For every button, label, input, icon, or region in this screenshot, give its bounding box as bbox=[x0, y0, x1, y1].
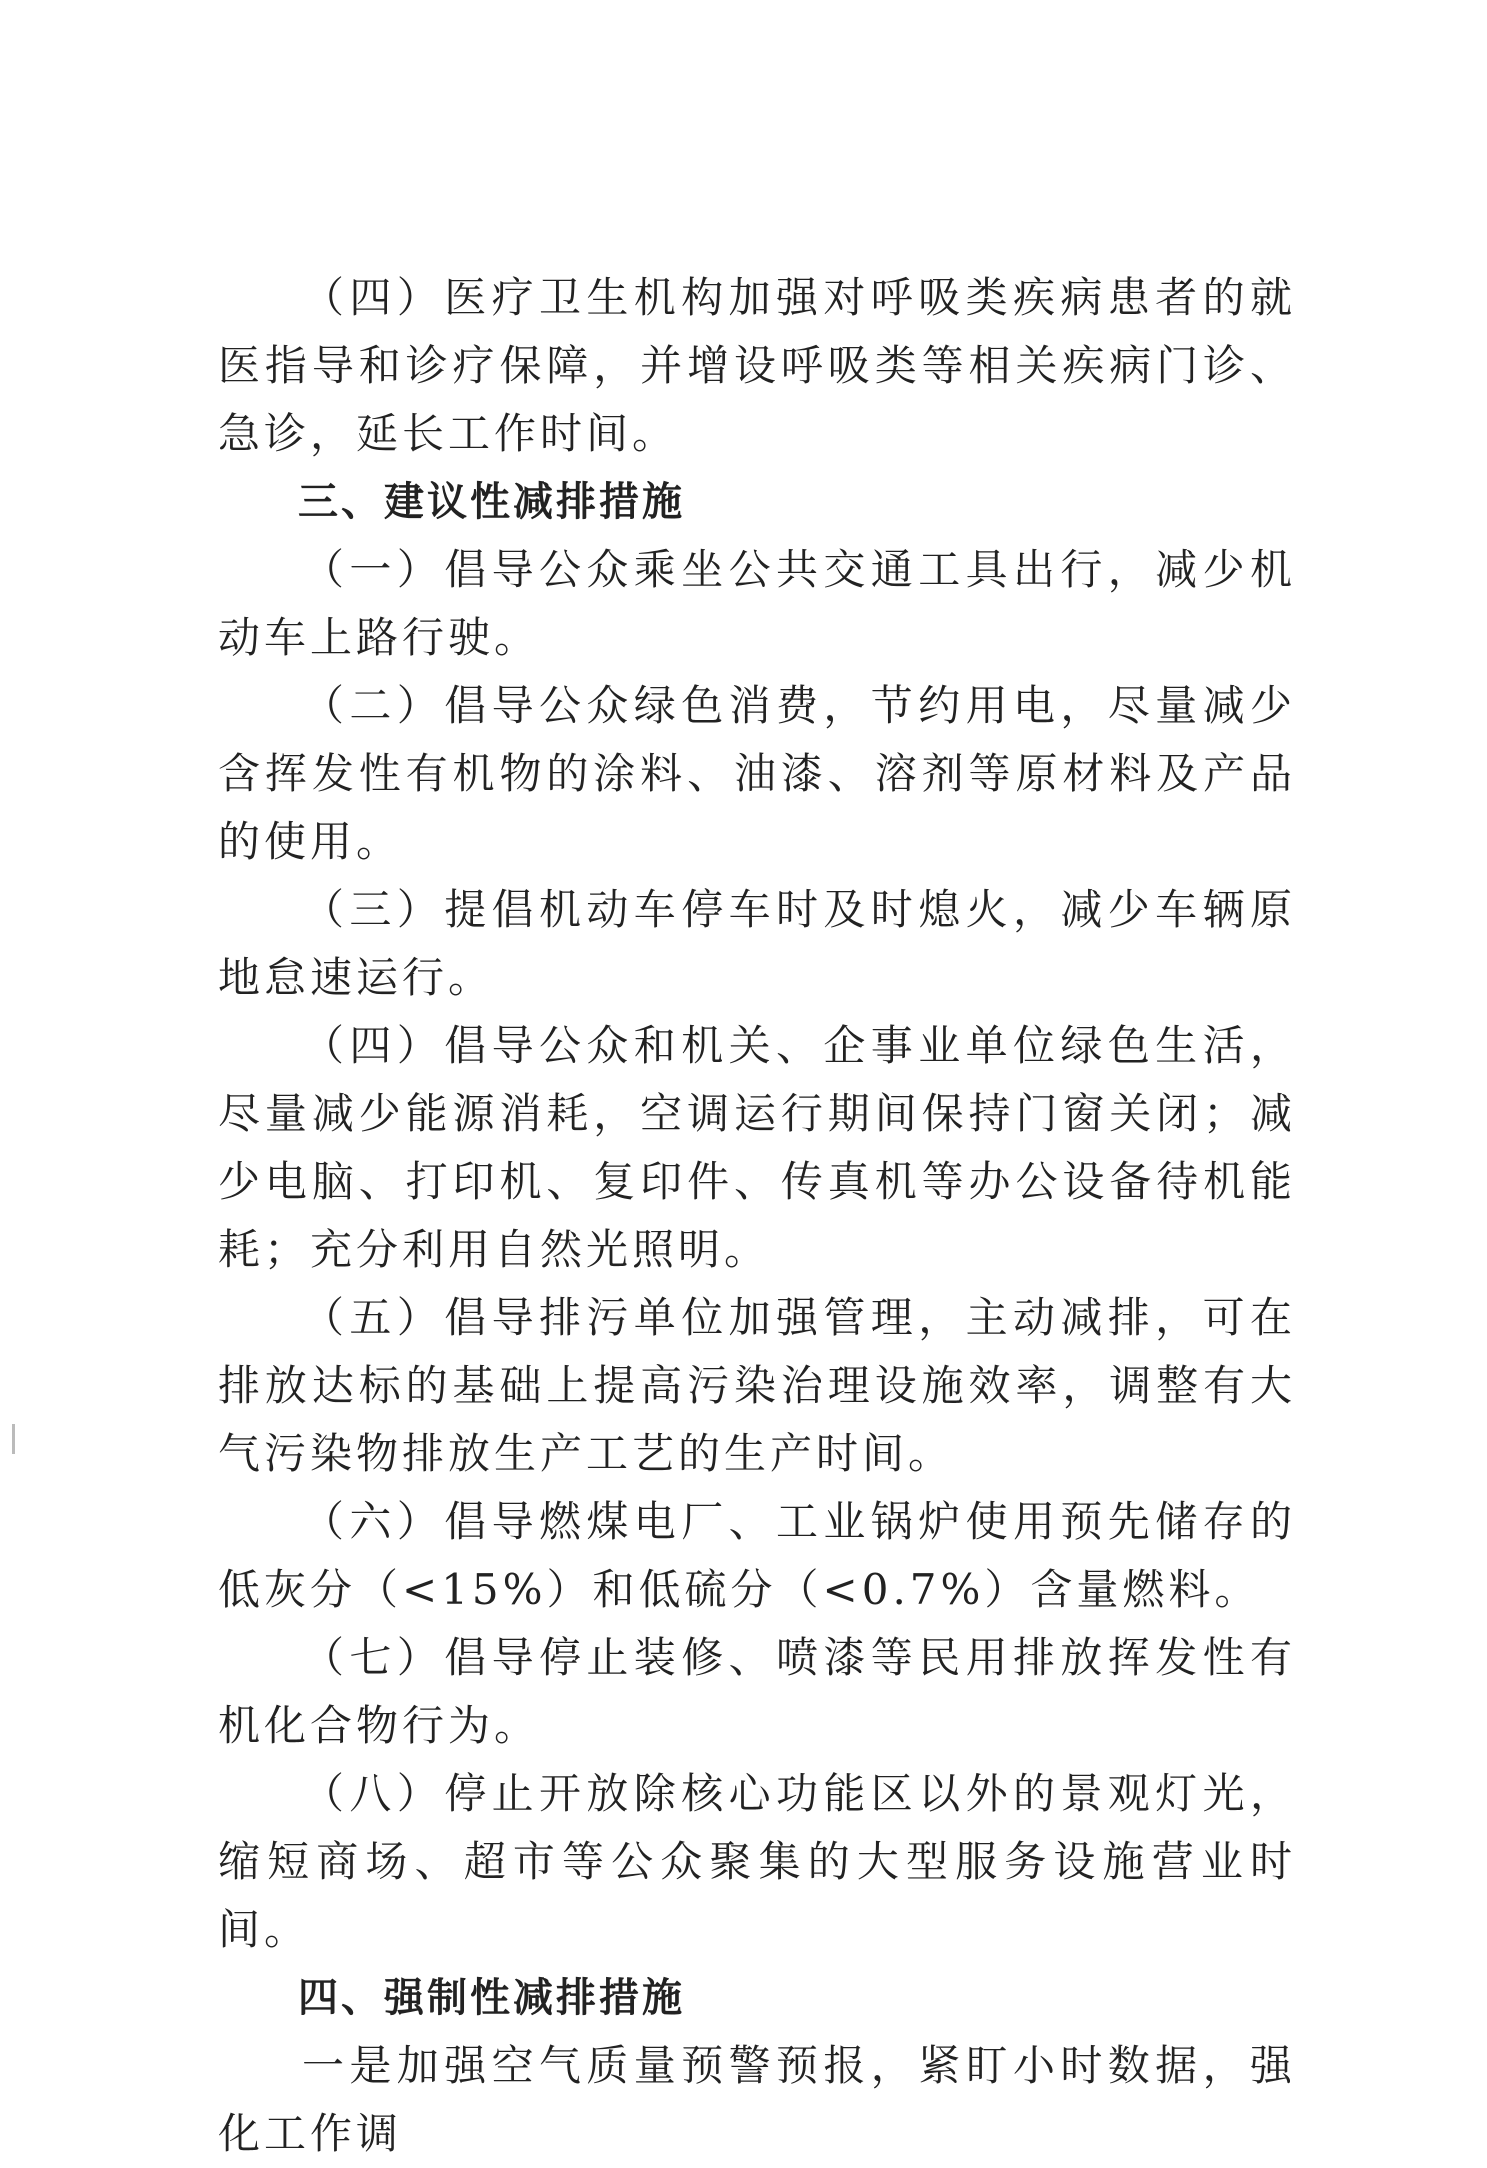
paragraph-engine-idling: （三）提倡机动车停车时及时熄火，减少车辆原地怠速运行。 bbox=[218, 885, 1296, 1002]
paragraph-landscape-lighting: （八）停止开放除核心功能区以外的景观灯光，缩短商场、超市等公众聚集的大型服务设施营业时间。 bbox=[218, 1769, 1296, 1954]
paragraph-medical-guidance: （四）医疗卫生机构加强对呼吸类疾病患者的就医指导和诊疗保障，并增设呼吸类等相关疾病门诊、急诊，延长工作时间。 bbox=[218, 273, 1296, 458]
paragraph-green-living: （四）倡导公众和机关、企事业单位绿色生活，尽量减少能源消耗，空调运行期间保持门窗关闭；减少电脑、打印机、复印件、传真机等办公设备待机能耗；充分利用自然光照明。 bbox=[218, 1021, 1296, 1274]
heading-advisory-measures: 三、建议性减排措施 bbox=[298, 479, 685, 525]
scan-margin-mark bbox=[12, 1424, 15, 1454]
paragraph-low-sulfur-fuel: （六）倡导燃煤电厂、工业锅炉使用预先储存的低灰分（<15%）和低硫分（<0.7%）含量燃料。 bbox=[218, 1497, 1296, 1614]
paragraph-forecast-monitoring: 一是加强空气质量预警预报，紧盯小时数据，强化工作调 bbox=[218, 2041, 1296, 2158]
paragraph-green-consumption: （二）倡导公众绿色消费，节约用电，尽量减少含挥发性有机物的涂料、油漆、溶剂等原材料及产品的使用。 bbox=[218, 681, 1296, 866]
paragraph-stop-painting: （七）倡导停止装修、喷漆等民用排放挥发性有机化合物行为。 bbox=[218, 1633, 1296, 1750]
paragraph-public-transport: （一）倡导公众乘坐公共交通工具出行，减少机动车上路行驶。 bbox=[218, 545, 1296, 662]
heading-mandatory-measures: 四、强制性减排措施 bbox=[298, 1975, 685, 2021]
paragraph-polluter-management: （五）倡导排污单位加强管理，主动减排，可在排放达标的基础上提高污染治理设施效率，调整有大气污染物排放生产工艺的生产时间。 bbox=[218, 1293, 1296, 1478]
document-body bbox=[218, 264, 1296, 2168]
